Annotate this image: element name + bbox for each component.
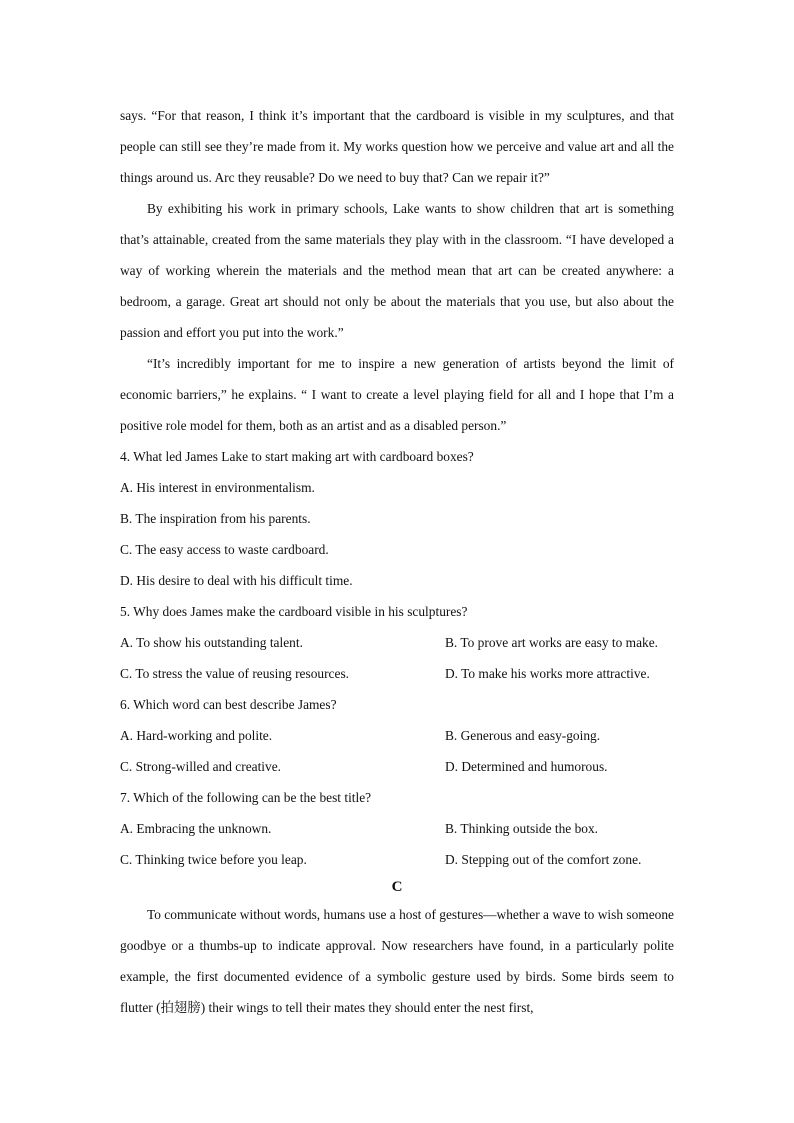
question-4-option-d: D. His desire to deal with his difficult time. <box>120 573 353 588</box>
question-6-options-row-2 <box>120 751 674 782</box>
question-7-option-d: D. Stepping out of the comfort zone. <box>445 852 642 867</box>
question-4-option-b: B. The inspiration from his parents. <box>120 511 311 526</box>
question-5-stem: 5. Why does James make the cardboard visible in his sculptures? <box>120 604 468 619</box>
question-4-option-c: C. The easy access to waste cardboard. <box>120 542 329 557</box>
question-7-options-row-1 <box>120 813 674 844</box>
question-5-option-a: A. To show his outstanding talent. <box>120 635 303 650</box>
passage-b-paragraph-2: By exhibiting his work in primary schools, Lake wants to show children that art is something that’s attainable, created from the same materials they play with in the classroom. “I have developed a way of working wherein the materials and the method mean that art can be created anywhere: a bedroom, a garage. Great art should not only be about the materials that you use, but also about the passion and effort you put into the work.” <box>120 201 674 340</box>
question-6-option-c: C. Strong-willed and creative. <box>120 759 282 774</box>
question-6-option-b: B. Generous and easy-going. <box>445 728 601 743</box>
question-7-option-a: A. Embracing the unknown. <box>120 821 272 836</box>
question-7 <box>120 782 674 875</box>
question-6 <box>120 689 674 782</box>
page-content <box>120 100 674 1023</box>
question-5-option-c: C. To stress the value of reusing resources. <box>120 666 350 681</box>
passage-b-paragraph-1: says. “For that reason, I think it’s important that the cardboard is visible in my sculptures, and that people can still see they’re made from it. My works question how we perceive and value art and all the things around us. Arc they reusable? Do we need to buy that? Can we repair it?” <box>120 108 674 185</box>
question-6-stem: 6. Which word can best describe James? <box>120 697 337 712</box>
question-5 <box>120 596 674 689</box>
question-4 <box>120 441 674 596</box>
question-7-stem: 7. Which of the following can be the best title? <box>120 790 372 805</box>
question-4-option-a: A. His interest in environmentalism. <box>120 480 315 495</box>
question-6-option-d: D. Determined and humorous. <box>445 759 608 774</box>
question-7-options-row-2 <box>120 844 674 875</box>
question-7-option-c: C. Thinking twice before you leap. <box>120 852 307 867</box>
question-4-stem: 4. What led James Lake to start making art with cardboard boxes? <box>120 449 474 464</box>
question-7-option-b: B. Thinking outside the box. <box>445 821 598 836</box>
question-5-options-row-1 <box>120 627 674 658</box>
question-5-option-d: D. To make his works more attractive. <box>445 666 650 681</box>
question-6-options-row-1 <box>120 720 674 751</box>
passage-b-paragraph-3: “It’s incredibly important for me to inspire a new generation of artists beyond the limit of economic barriers,” he explains. “ I want to create a level playing field for all and I hope that I’m a positive role model for them, both as an artist and as a disabled person.” <box>120 356 674 433</box>
section-heading-c: C <box>391 879 403 895</box>
question-5-options-row-2 <box>120 658 674 689</box>
question-6-option-a: A. Hard-working and polite. <box>120 728 273 743</box>
question-5-option-b: B. To prove art works are easy to make. <box>445 635 659 650</box>
passage-c-paragraph-1: To communicate without words, humans use a host of gestures—whether a wave to wish someone goodbye or a thumbs-up to indicate approval. Now researchers have found, in a particularly polite example, the first documented evidence of a symbolic gesture used by birds. Some birds seem to flutter (拍翅膀) their wings to tell their mates they should enter the nest first, <box>120 907 674 1015</box>
